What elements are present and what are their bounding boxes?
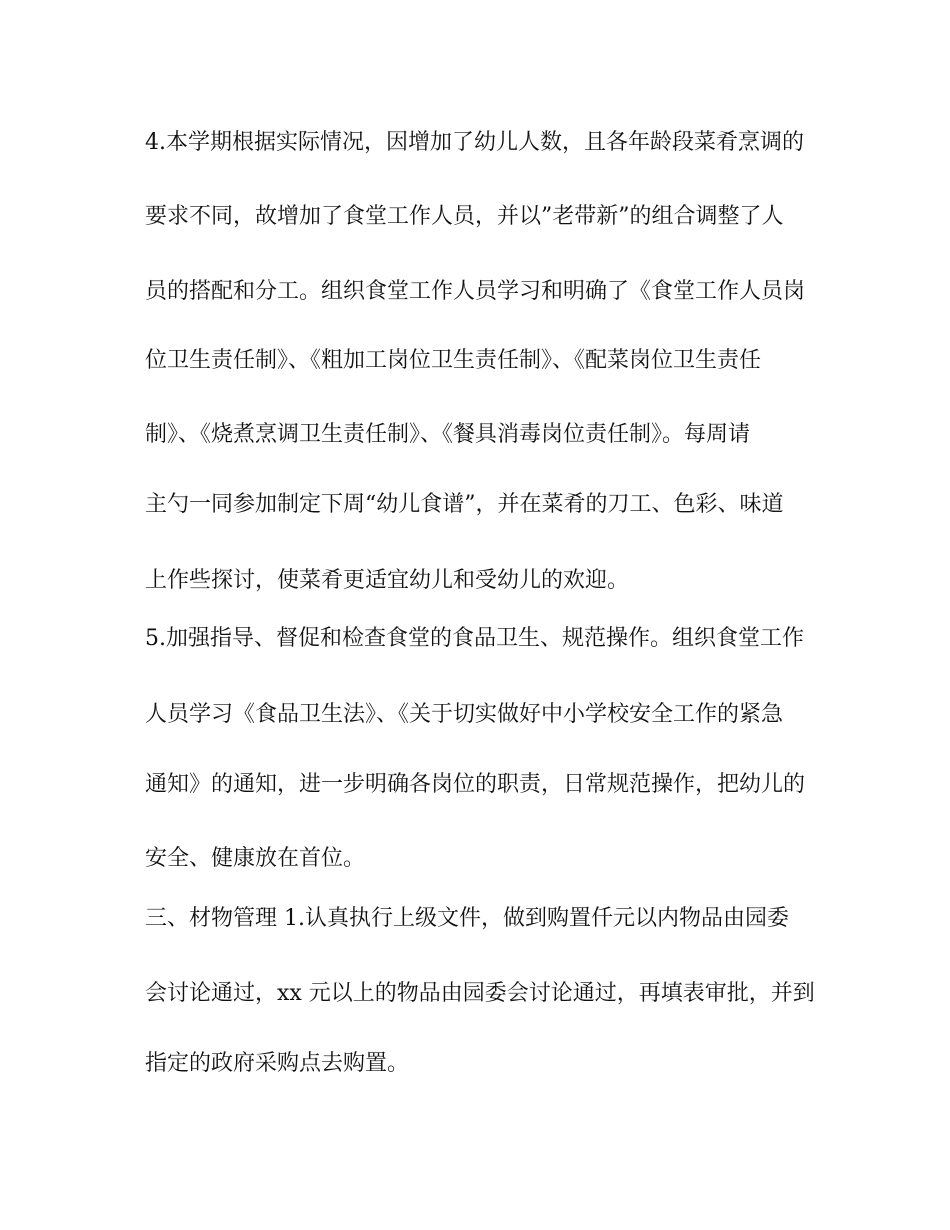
paragraph-4-line-6: 主勺一同参加制定下周“幼儿食谱”，并在菜肴的刀工、色彩、味道 (145, 492, 784, 517)
section-3-line-2: 会讨论通过，xx 元以上的物品由园委会讨论通过，再填表审批，并到 (145, 981, 815, 1006)
section-3-line-3: 指定的政府采购点去购置。 (145, 1051, 410, 1076)
paragraph-4-line-7: 上作些探讨，使菜肴更适宜幼儿和受幼儿的欢迎。 (145, 568, 630, 593)
paragraph-5-line-3: 通知》的通知，进一步明确各岗位的职责，日常规范操作，把幼儿的 (145, 772, 806, 797)
paragraph-5-line-4: 安全、健康放在首位。 (145, 846, 366, 871)
paragraph-4-line-2: 要求不同，故增加了食堂工作人员，并以”老带新”的组合调整了人 (145, 204, 784, 229)
paragraph-5-line-2: 人员学习《食品卫生法》、《关于切实做好中小学校安全工作的紧急 (145, 702, 784, 727)
paragraph-4-line-1: 4.本学期根据实际情况，因增加了幼儿人数，且各年龄段菜肴烹调的 (145, 130, 804, 155)
section-3-line-1: 三、材物管理 1.认真执行上级文件，做到购置仟元以内物品由园委 (145, 906, 789, 931)
paragraph-4-line-3: 员的搭配和分工。组织食堂工作人员学习和明确了《食堂工作人员岗 (145, 279, 806, 304)
paragraph-4-line-5: 制》、《烧煮烹调卫生责任制》、《餐具消毒岗位责任制》。每周请 (145, 422, 751, 447)
paragraph-4-line-4: 位卫生责任制》、《粗加工岗位卫生责任制》、《配菜岗位卫生责任 (145, 348, 762, 373)
paragraph-5-line-1: 5.加强指导、督促和检查食堂的食品卫生、规范操作。组织食堂工作 (145, 626, 804, 651)
